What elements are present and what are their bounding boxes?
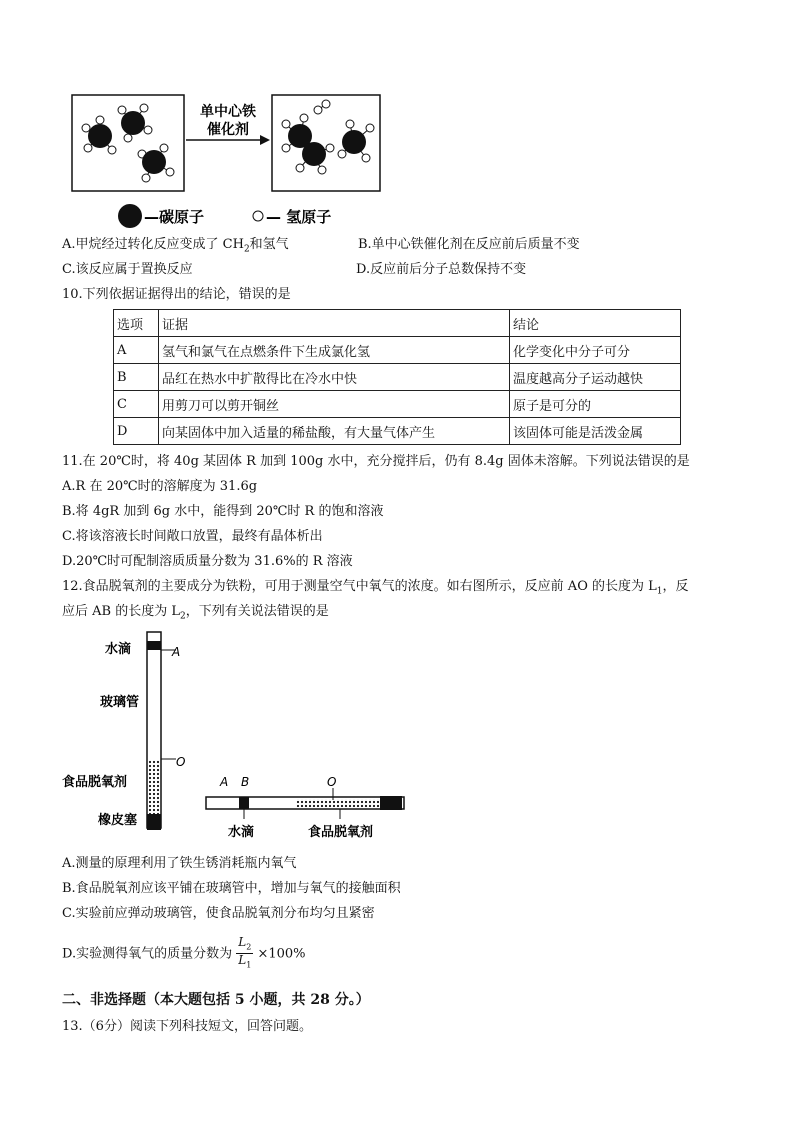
table-cell: 化学变化中分子可分 <box>510 337 681 364</box>
table-cell: B <box>114 364 159 391</box>
q9-option-d: D.反应前后分子总数保持不变 <box>356 262 527 277</box>
label-o-horizontal: O <box>327 775 337 789</box>
q11-option-a: A.R 在 20℃时的溶解度为 31.6g <box>62 479 258 494</box>
rubber-stopper-horizontal <box>380 796 402 810</box>
q11-option-c: C.将该溶液长时间敞口放置，最终有晶体析出 <box>62 529 323 544</box>
ethane-molecule <box>282 114 334 174</box>
q9-reaction-diagram <box>60 88 390 233</box>
catalyst-label-2: 催化剂 <box>207 122 249 138</box>
label-water-drop-2: 水滴 <box>228 825 255 840</box>
q13-stem: 13.（6分）阅读下列科技短文，回答问题。 <box>62 1019 312 1034</box>
table-cell: 该固体可能是活泼金属 <box>510 418 681 445</box>
label-deoxidizer: 食品脱氧剂 <box>62 775 128 790</box>
table-cell: 温度越高分子运动越快 <box>510 364 681 391</box>
q12-option-a: A.测量的原理利用了铁生锈消耗瓶内氧气 <box>62 856 297 871</box>
methane-molecule <box>82 116 116 154</box>
table-row <box>114 418 681 445</box>
methane-molecule <box>138 144 174 182</box>
table-cell: 氢气和氯气在点燃条件下生成氯化氢 <box>159 337 510 364</box>
legend-hydrogen: — 氢原子 <box>266 208 332 226</box>
deoxidizer-vertical <box>148 760 160 814</box>
water-drop-vertical <box>147 641 161 650</box>
table-header-row <box>114 310 681 337</box>
q12-stem-line2: 应后 AB 的长度为 $L_2$，下列有关说法错误的是 <box>62 604 329 622</box>
table-cell: 向某固体中加入适量的稀盐酸，有大量气体产生 <box>159 418 510 445</box>
label-water-drop: 水滴 <box>105 642 132 657</box>
q11-stem: 11.在 20℃时，将 40g 某固体 R 加到 100g 水中，充分搅拌后，仍有 8.4g 固体未溶解。下列说法错误的是 <box>62 454 690 469</box>
label-a-vertical: A <box>172 645 181 659</box>
label-rubber-stopper: 橡皮塞 <box>98 813 138 828</box>
carbon-legend-icon <box>118 204 142 228</box>
header-conclusion: 结论 <box>510 310 681 337</box>
q10-stem: 10.下列依据证据得出的结论，错误的是 <box>62 287 291 302</box>
rubber-stopper-vertical <box>147 814 161 830</box>
catalyst-label-1: 单中心铁 <box>200 104 256 120</box>
table-cell: A <box>114 337 159 364</box>
table-row <box>114 391 681 418</box>
water-drop-horizontal <box>239 797 249 809</box>
header-option: 选项 <box>114 310 159 337</box>
q12-option-b: B.食品脱氧剂应该平铺在玻璃管中，增加与氧气的接触面积 <box>62 881 401 896</box>
label-o-vertical: O <box>176 755 186 769</box>
hydrogen-legend-icon <box>253 211 263 221</box>
table-cell: 原子是可分的 <box>510 391 681 418</box>
ethane-molecule-2 <box>338 120 374 162</box>
header-evidence: 证据 <box>159 310 510 337</box>
q12-tube-diagram <box>62 628 420 843</box>
q9-option-a: A.甲烷经过转化反应变成了 $CH_2$和氢气 <box>62 237 289 255</box>
q9-option-b: B.单中心铁催化剂在反应前后质量不变 <box>358 237 580 252</box>
label-glass-tube: 玻璃管 <box>100 695 140 710</box>
table-cell: 品红在热水中扩散得比在冷水中快 <box>159 364 510 391</box>
q12-stem-line1: 12.食品脱氧剂的主要成分为铁粉，可用于测量空气中氧气的浓度。如右图所示，反应前 AO 的长度为 $L_1$，反 <box>62 579 689 597</box>
table-row <box>114 337 681 364</box>
label-deoxidizer-2: 食品脱氧剂 <box>308 825 374 840</box>
table-row <box>114 364 681 391</box>
label-b-horizontal: B <box>241 775 250 789</box>
table-cell: C <box>114 391 159 418</box>
q12-option-d: D.实验测得氧气的质量分数为 $\frac{L_2}{L_1}$ ×100% <box>62 935 306 970</box>
methane-molecule <box>118 104 152 142</box>
hydrogen-molecule <box>314 100 330 114</box>
label-a-horizontal: A <box>220 775 229 789</box>
q12-option-c: C.实验前应弹动玻璃管，使食品脱氧剂分布均匀且紧密 <box>62 906 375 921</box>
legend-carbon: —碳原子 <box>144 208 205 226</box>
fraction-l2-over-l1: $\frac{L_2}{L_1}$ <box>238 935 252 970</box>
table-cell: D <box>114 418 159 445</box>
reactant-box <box>72 95 184 191</box>
q11-option-b: B.将 4gR 加到 6g 水中，能得到 20℃时 R 的饱和溶液 <box>62 504 384 519</box>
deoxidizer-horizontal <box>296 799 380 807</box>
table-cell: 用剪刀可以剪开铜丝 <box>159 391 510 418</box>
section2-title: 二、非选择题（本大题包括 5 小题，共 28 分。） <box>62 992 370 1008</box>
q9-option-c: C.该反应属于置换反应 <box>62 262 193 277</box>
q11-option-d: D.20℃时可配制溶质质量分数为 31.6%的 R 溶液 <box>62 554 353 569</box>
q10-table <box>113 309 681 445</box>
